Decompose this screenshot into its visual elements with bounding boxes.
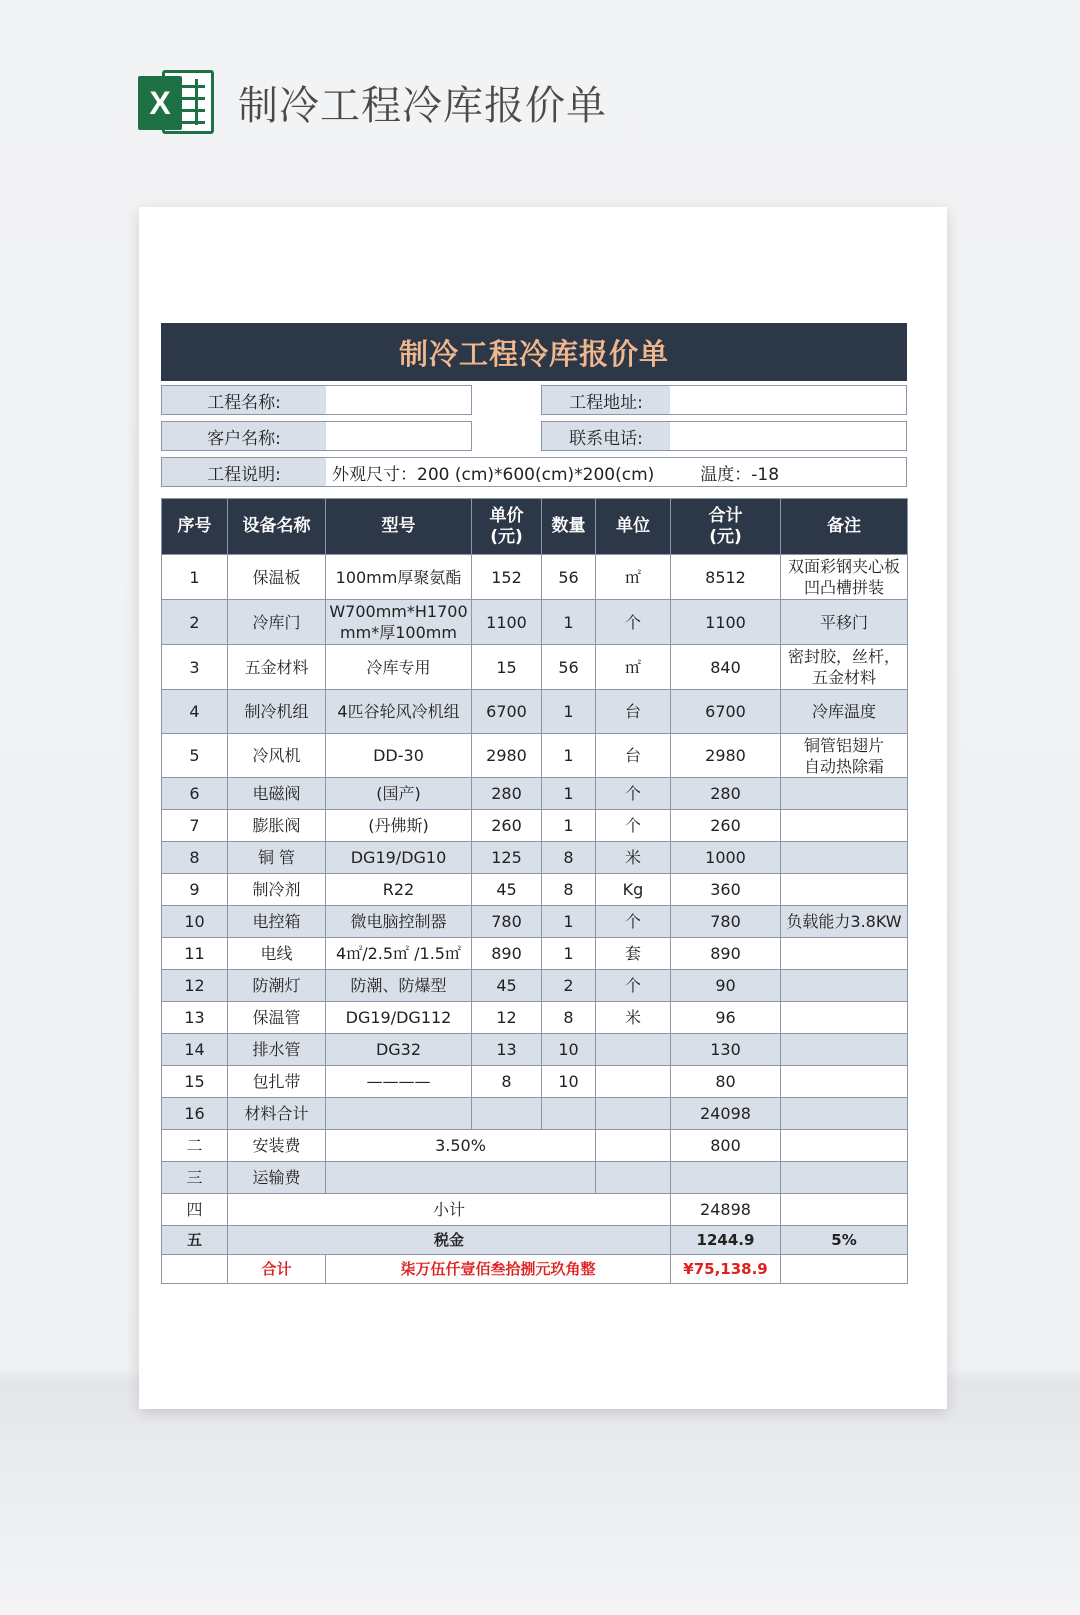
cell-price[interactable]: 780 [472,906,542,938]
cell-total[interactable]: 280 [671,778,781,810]
cell-total[interactable]: 96 [671,1002,781,1034]
sheet-title: 制冷工程冷库报价单 [161,323,907,381]
excel-icon [138,66,218,138]
cell-name[interactable]: 电线 [228,938,326,970]
cell-price[interactable]: 280 [472,778,542,810]
cell-price[interactable]: 15 [472,645,542,690]
cell-name[interactable]: 保温管 [228,1002,326,1034]
cell-total[interactable]: 80 [671,1066,781,1098]
cell-unit[interactable] [596,1066,671,1098]
cell-no[interactable]: 9 [162,874,228,906]
cell-note[interactable] [781,938,908,970]
cell-unit[interactable]: 个 [596,970,671,1002]
cell-model[interactable]: 100mm厚聚氨酯 [326,555,472,600]
cell-price[interactable]: 6700 [472,690,542,734]
customer-name-label: 客户名称: [162,422,326,450]
cell-price[interactable]: 890 [472,938,542,970]
cell-model[interactable]: DD-30 [326,734,472,778]
transport-fee-row [162,1162,908,1194]
cell-model[interactable]: DG19/DG10 [326,842,472,874]
cell-model[interactable] [326,1098,472,1130]
cell-no[interactable]: 13 [162,1002,228,1034]
cell-price[interactable] [472,1098,542,1130]
cell-total[interactable]: 90 [671,970,781,1002]
table-row [162,970,908,1002]
cell-no[interactable]: 8 [162,842,228,874]
column-header-note: 备注 [781,499,908,555]
cell-model[interactable]: 4㎡/2.5㎡ /1.5㎡ [326,938,472,970]
cell-qty[interactable] [542,1098,596,1130]
cell-label[interactable]: 税金 [228,1226,671,1255]
cell-note[interactable] [781,1034,908,1066]
cell-total[interactable]: ¥75,138.9 [671,1255,781,1284]
cell-unit[interactable]: ㎡ [596,645,671,690]
cell-name[interactable]: 排水管 [228,1034,326,1066]
cell-total[interactable]: 800 [671,1130,781,1162]
project-address-value[interactable] [670,386,906,414]
description-value[interactable] [326,458,906,486]
column-header-model: 型号 [326,499,472,555]
column-header-qty: 数量 [542,499,596,555]
cell-note[interactable] [781,810,908,842]
cell-rate[interactable]: 3.50% [326,1130,596,1162]
cell-name[interactable]: 五金材料 [228,645,326,690]
material-total-row [162,1098,908,1130]
cell-total[interactable]: 360 [671,874,781,906]
cell-note[interactable] [781,1098,908,1130]
cell-no[interactable]: 1 [162,555,228,600]
subtotal-row [162,1194,908,1226]
cell-model[interactable]: ———— [326,1066,472,1098]
cell-qty[interactable]: 1 [542,600,596,645]
cell-unit[interactable] [596,1162,671,1194]
cell-note[interactable]: 密封胶，丝杆， 五金材料 [781,645,908,690]
table-row [162,734,908,778]
info-row-description [161,455,907,491]
cell-qty[interactable]: 1 [542,734,596,778]
cell-name[interactable]: 电磁阀 [228,778,326,810]
cell-model[interactable]: (丹佛斯) [326,810,472,842]
cell-name[interactable]: 膨胀阀 [228,810,326,842]
table-row [162,555,908,600]
description-field [161,457,907,487]
cell-note[interactable]: 冷库温度 [781,690,908,734]
cell-model[interactable]: 微电脑控制器 [326,906,472,938]
cell-unit[interactable]: 个 [596,906,671,938]
cell-total[interactable]: 1100 [671,600,781,645]
cell-total[interactable]: 2980 [671,734,781,778]
description-size: 外观尺寸：200 (cm)*600(cm)*200(cm) [332,464,655,485]
grand-total-row [162,1255,908,1284]
cell-model[interactable]: 冷库专用 [326,645,472,690]
cell-total[interactable]: 1000 [671,842,781,874]
cell-price[interactable]: 12 [472,1002,542,1034]
cell-unit[interactable] [596,1034,671,1066]
project-name-field [161,385,472,415]
table-row [162,938,908,970]
cell-total[interactable]: 260 [671,810,781,842]
column-header-no: 序号 [162,499,228,555]
cell-unit[interactable]: ㎡ [596,555,671,600]
cell-no[interactable]: 4 [162,690,228,734]
cell-model[interactable]: (国产) [326,778,472,810]
cell-amount-words[interactable]: 柒万伍仟壹佰叁拾捌元玖角整 [326,1255,671,1284]
cell-name[interactable]: 保温板 [228,555,326,600]
cell-unit[interactable] [596,1098,671,1130]
quote-table-header [162,499,908,555]
cell-no[interactable]: 2 [162,600,228,645]
cell-no[interactable]: 14 [162,1034,228,1066]
cell-note[interactable] [781,1255,908,1284]
cell-qty[interactable]: 8 [542,1002,596,1034]
cell-note[interactable] [781,1162,908,1194]
project-address-label: 工程地址: [542,386,670,414]
cell-note[interactable] [781,1002,908,1034]
cell-qty[interactable]: 1 [542,810,596,842]
cell-price[interactable]: 8 [472,1066,542,1098]
cell-note[interactable]: 5% [781,1226,908,1255]
cell-name[interactable]: 制冷机组 [228,690,326,734]
cell-name[interactable]: 材料合计 [228,1098,326,1130]
cell-no[interactable]: 5 [162,734,228,778]
cell-unit[interactable]: 个 [596,778,671,810]
table-row [162,778,908,810]
cell-no[interactable]: 11 [162,938,228,970]
cell-name[interactable]: 冷库门 [228,600,326,645]
cell-model[interactable]: W700mm*H1700 mm*厚100mm [326,600,472,645]
cell-name[interactable]: 冷风机 [228,734,326,778]
cell-unit[interactable]: Kg [596,874,671,906]
cell-unit[interactable]: 米 [596,842,671,874]
table-row [162,690,908,734]
install-fee-row [162,1130,908,1162]
project-name-label: 工程名称: [162,386,326,414]
cell-total[interactable]: 8512 [671,555,781,600]
cell-qty[interactable]: 2 [542,970,596,1002]
cell-qty[interactable]: 8 [542,842,596,874]
page-header [138,66,607,138]
cell-note[interactable]: 负载能力3.8KW [781,906,908,938]
cell-name[interactable]: 合计 [228,1255,326,1284]
quote-sheet [161,323,907,1284]
table-row [162,810,908,842]
cell-total[interactable]: 130 [671,1034,781,1066]
cell-total[interactable]: 24098 [671,1098,781,1130]
cell-note[interactable] [781,1194,908,1226]
cell-name[interactable]: 运输费 [228,1162,326,1194]
column-header-price: 单价 (元) [472,499,542,555]
cell-price[interactable]: 2980 [472,734,542,778]
cell-model[interactable]: 4匹谷轮风冷机组 [326,690,472,734]
cell-total[interactable]: 840 [671,645,781,690]
table-row [162,1034,908,1066]
cell-rate[interactable] [326,1162,596,1194]
cell-no[interactable]: 7 [162,810,228,842]
cell-name[interactable]: 制冷剂 [228,874,326,906]
cell-no[interactable]: 四 [162,1194,228,1226]
cell-qty[interactable]: 1 [542,690,596,734]
project-name-value[interactable] [326,386,471,414]
column-header-total: 合计 (元) [671,499,781,555]
cell-total[interactable]: 6700 [671,690,781,734]
cell-qty[interactable]: 56 [542,645,596,690]
cell-total[interactable]: 780 [671,906,781,938]
cell-label[interactable]: 小计 [228,1194,671,1226]
table-row [162,600,908,645]
table-row [162,1066,908,1098]
cell-qty[interactable]: 56 [542,555,596,600]
info-row-project [161,383,907,417]
cell-unit[interactable] [596,1130,671,1162]
cell-qty[interactable]: 10 [542,1066,596,1098]
quote-table-body [162,555,908,1284]
cell-no[interactable]: 五 [162,1226,228,1255]
project-address-field [541,385,907,415]
column-header-name: 设备名称 [228,499,326,555]
customer-name-field [161,421,472,451]
cell-price[interactable]: 1100 [472,600,542,645]
excel-logo-letter: X [138,76,182,130]
cell-qty[interactable]: 1 [542,906,596,938]
cell-no[interactable]: 15 [162,1066,228,1098]
cell-note[interactable] [781,874,908,906]
column-header-unit: 单位 [596,499,671,555]
cell-unit[interactable]: 个 [596,600,671,645]
cell-model[interactable]: R22 [326,874,472,906]
cell-price[interactable]: 260 [472,810,542,842]
cell-note[interactable]: 铜管铝翅片 自动热除霜 [781,734,908,778]
cell-price[interactable]: 152 [472,555,542,600]
cell-no[interactable]: 6 [162,778,228,810]
description-temp: 温度：-18 [700,464,780,485]
cell-no[interactable]: 三 [162,1162,228,1194]
cell-qty[interactable]: 8 [542,874,596,906]
cell-unit[interactable]: 米 [596,1002,671,1034]
cell-unit[interactable]: 套 [596,938,671,970]
cell-qty[interactable]: 1 [542,938,596,970]
cell-name[interactable]: 防潮灯 [228,970,326,1002]
cell-no[interactable]: 3 [162,645,228,690]
table-row [162,906,908,938]
cell-total[interactable] [671,1162,781,1194]
table-row [162,645,908,690]
page-title: 制冷工程冷库报价单 [238,82,607,129]
cell-total[interactable]: 890 [671,938,781,970]
cell-price[interactable]: 125 [472,842,542,874]
cell-name[interactable]: 安装费 [228,1130,326,1162]
cell-note[interactable] [781,1066,908,1098]
cell-qty[interactable]: 10 [542,1034,596,1066]
cell-model[interactable]: 防潮、防爆型 [326,970,472,1002]
cell-note[interactable] [781,1130,908,1162]
quote-table [161,498,908,1284]
cell-no[interactable]: 10 [162,906,228,938]
tax-row [162,1226,908,1255]
cell-note[interactable] [781,842,908,874]
cell-price[interactable]: 45 [472,970,542,1002]
table-row [162,1002,908,1034]
cell-name[interactable]: 铜 管 [228,842,326,874]
cell-no[interactable] [162,1255,228,1284]
cell-model[interactable]: DG32 [326,1034,472,1066]
cell-total[interactable]: 24898 [671,1194,781,1226]
table-row [162,874,908,906]
cell-name[interactable]: 电控箱 [228,906,326,938]
cell-unit[interactable]: 台 [596,690,671,734]
cell-note[interactable] [781,970,908,1002]
cell-total[interactable]: 1244.9 [671,1226,781,1255]
cell-price[interactable]: 45 [472,874,542,906]
cell-note[interactable]: 双面彩钢夹心板 凹凸槽拼装 [781,555,908,600]
customer-name-value[interactable] [326,422,471,450]
phone-label: 联系电话: [542,422,670,450]
cell-unit[interactable]: 个 [596,810,671,842]
cell-no[interactable]: 12 [162,970,228,1002]
phone-value[interactable] [670,422,906,450]
cell-qty[interactable]: 1 [542,778,596,810]
info-row-customer [161,419,907,453]
cell-no[interactable]: 16 [162,1098,228,1130]
cell-note[interactable] [781,778,908,810]
cell-name[interactable]: 包扎带 [228,1066,326,1098]
cell-unit[interactable]: 台 [596,734,671,778]
cell-model[interactable]: DG19/DG112 [326,1002,472,1034]
table-row [162,842,908,874]
cell-no[interactable]: 二 [162,1130,228,1162]
description-label: 工程说明: [162,458,326,486]
cell-note[interactable]: 平移门 [781,600,908,645]
phone-field [541,421,907,451]
cell-price[interactable]: 13 [472,1034,542,1066]
